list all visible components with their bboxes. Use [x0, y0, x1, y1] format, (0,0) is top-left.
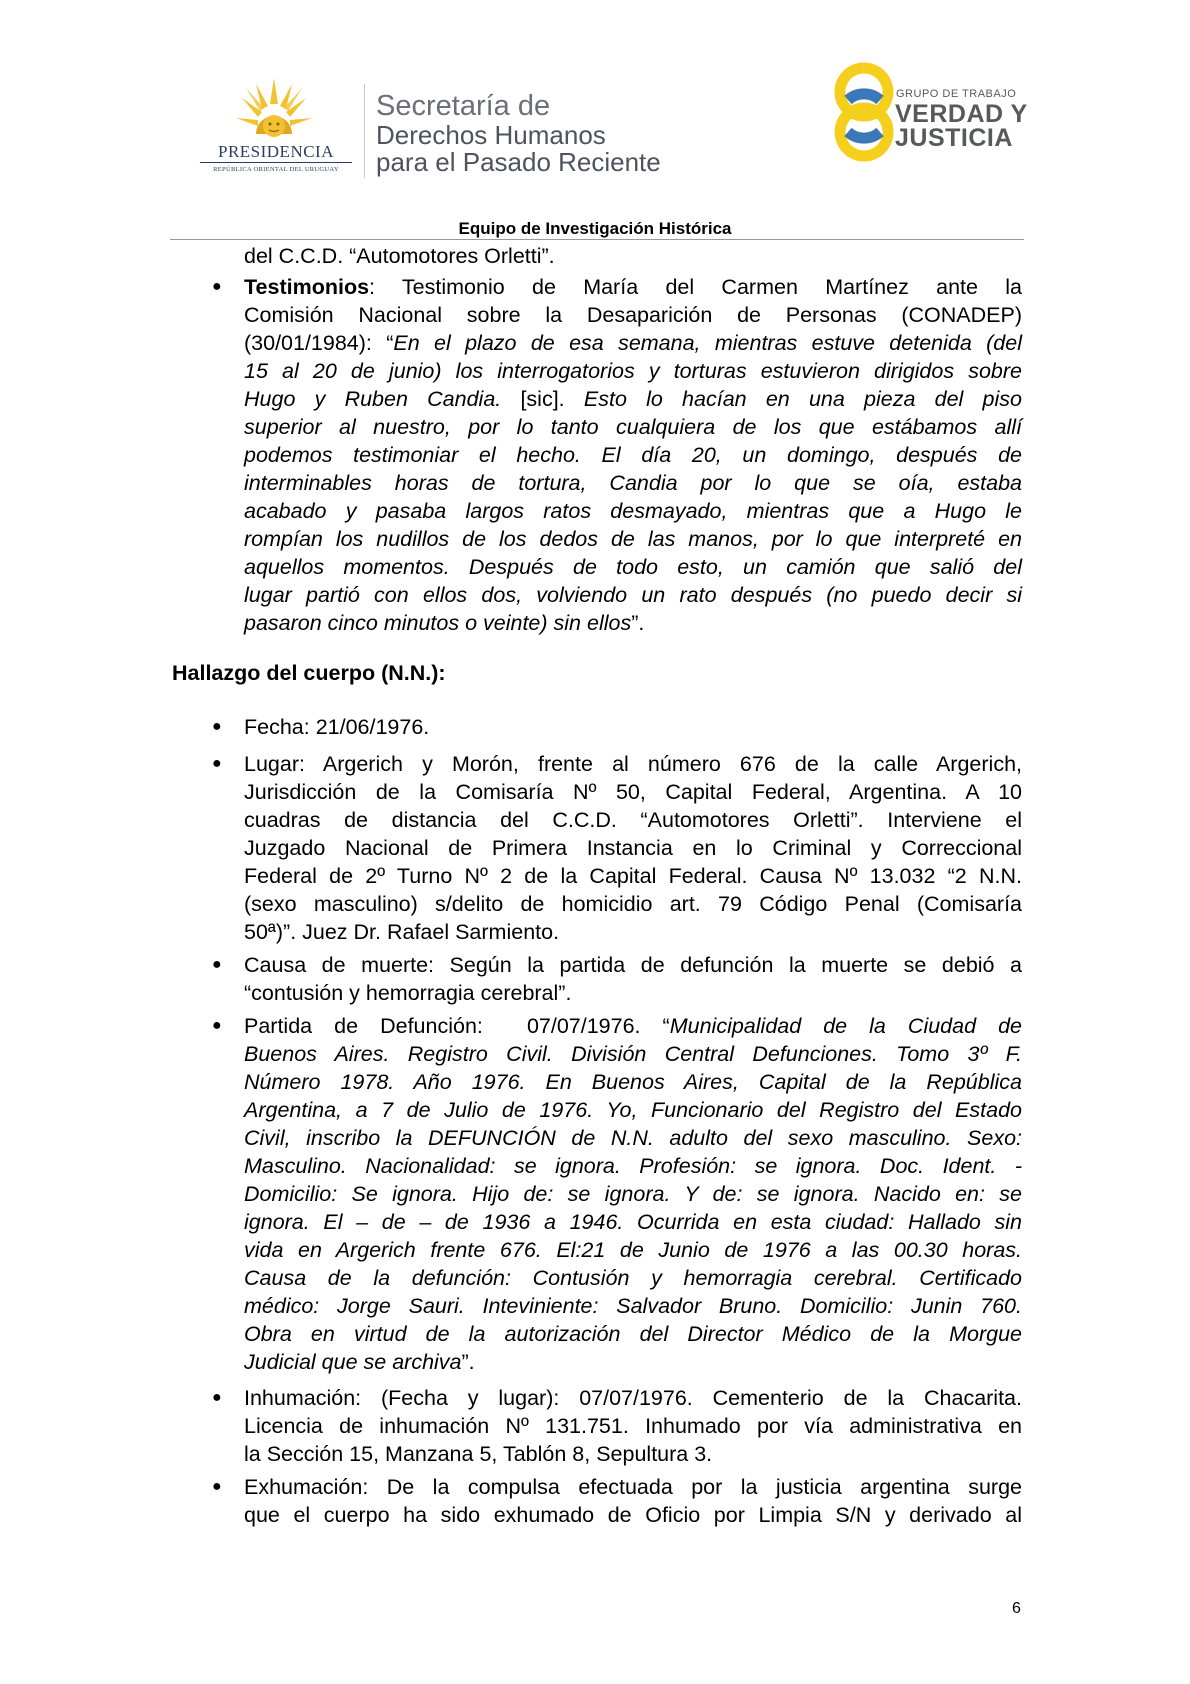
partida-line — [244, 1097, 1022, 1125]
quote-run: Domicilio: Se ignora. Hijo de: se ignora. Y de: se ignora. Nacido en: se — [244, 1182, 1022, 1206]
testimonios-line — [244, 470, 1022, 498]
bullet-icon: ● — [212, 956, 222, 973]
exhumacion-line: Exhumación: De la compulsa efectuada por la justicia argentina surge — [244, 1475, 1022, 1499]
fecha-line: Fecha: 21/06/1976. — [244, 715, 430, 739]
testimonios-line: Comisión Nacional sobre la Desaparición de Personas (CONADEP) — [244, 303, 1022, 327]
grupo-label: GRUPO DE TRABAJO — [896, 88, 1017, 100]
logo-divider — [364, 84, 365, 178]
team-title: Equipo de Investigación Histórica — [458, 219, 732, 238]
testimonios-line — [244, 386, 1022, 414]
presidencia-subtitle: REPÚBLICA ORIENTAL DEL URUGUAY — [213, 166, 339, 173]
partida-line — [244, 1125, 1022, 1153]
text-run: ”. — [631, 611, 645, 635]
quote-run: pasaron cinco minutos o veinte) sin ellos — [244, 611, 632, 635]
testimonios-line — [244, 330, 1022, 358]
bullet-icon: ● — [212, 755, 222, 772]
quote-run: Judicial que se archiva — [244, 1350, 462, 1374]
secretaria-line-2: Derechos Humanos — [376, 120, 606, 150]
testimonios-line — [244, 442, 1022, 470]
bullet-icon: ● — [212, 278, 222, 295]
text-run: (30/01/1984): “ — [244, 331, 394, 355]
quote-run: vida en Argerich frente 676. El:21 de Junio de 1976 a las 00.30 horas. — [244, 1238, 1022, 1262]
quote-run: Esto lo hacían en una pieza del piso — [583, 387, 1022, 411]
inhumacion-line: Inhumación: (Fecha y lugar): 07/07/1976. Cementerio de la Chacarita. — [244, 1386, 1022, 1410]
quote-run: Hugo y Ruben Candia. — [244, 387, 502, 411]
quote-run: lugar partió con ellos dos, volviendo un rato después (no puedo decir si — [244, 583, 1022, 607]
lugar-line: Juzgado Nacional de Primera Instancia en lo Criminal y Correccional — [244, 836, 1022, 860]
quote-run: En el plazo de esa semana, mientras estuve detenida (del — [393, 331, 1022, 355]
lugar-line: Federal de 2º Turno Nº 2 de la Capital Federal. Causa Nº 13.032 “2 N.N. — [244, 864, 1022, 888]
continuation-line: del C.C.D. “Automotores Orletti”. — [244, 244, 555, 268]
bullet-icon: ● — [212, 718, 222, 735]
quote-run: Municipalidad de la Ciudad de — [669, 1014, 1022, 1038]
testimonios-line — [244, 498, 1022, 526]
partida-line — [244, 1013, 1022, 1041]
section-heading: Hallazgo del cuerpo (N.N.): — [172, 661, 446, 685]
quote-run: Masculino. Nacionalidad: se ignora. Profesión: se ignora. Doc. Ident. - — [244, 1154, 1022, 1178]
presidencia-logo — [196, 74, 356, 182]
causa-line: “contusión y hemorragia cerebral”. — [244, 981, 572, 1005]
testimonios-label: Testimonios — [244, 275, 370, 299]
testimonios-line — [244, 526, 1022, 554]
header-rule — [170, 239, 1024, 240]
quote-run: acabado y pasaba largos ratos desmayado, mientras que a Hugo le — [244, 499, 1022, 523]
quote-run: Buenos Aires. Registro Civil. División Central Defunciones. Tomo 3º F. — [244, 1042, 1022, 1066]
testimonios-line — [244, 610, 1022, 638]
testimonios-line — [244, 358, 1022, 386]
text-run: [sic]. — [501, 387, 584, 411]
testimonios-line — [244, 414, 1022, 442]
grupo-line-1: VERDAD Y — [895, 100, 1028, 128]
secretaria-logo-text — [376, 90, 661, 176]
partida-line — [244, 1181, 1022, 1209]
bullet-icon: ● — [212, 1389, 222, 1406]
quote-run: 15 al 20 de junio) los interrogatorios y torturas estuvieron dirigidos sobre — [244, 359, 1022, 383]
quote-run: Argentina, a 7 de Julio de 1976. Yo, Funcionario del Registro del Estado — [244, 1098, 1022, 1122]
secretaria-line-1: Secretaría de — [376, 90, 551, 122]
quote-run: Causa de la defunción: Contusión y hemorragia cerebral. Certificado — [244, 1266, 1022, 1290]
quote-run: superior al nuestro, por lo tanto cualquiera de los que estábamos allí — [244, 415, 1022, 439]
quote-run: médico: Jorge Sauri. Inteviniente: Salvador Bruno. Domicilio: Junin 760. — [244, 1294, 1022, 1318]
partida-line — [244, 1321, 1022, 1349]
inhumacion-line: Licencia de inhumación Nº 131.751. Inhumado por vía administrativa en — [244, 1414, 1022, 1438]
quote-run: rompían los nudillos de los dedos de las manos, por lo que interpreté en — [244, 527, 1022, 551]
partida-line — [244, 1069, 1022, 1097]
lugar-line: cuadras de distancia del C.C.D. “Automotores Orletti”. Interviene el — [244, 808, 1022, 832]
lugar-line: Lugar: Argerich y Morón, frente al número 676 de la calle Argerich, — [244, 752, 1022, 776]
lugar-line: 50ª)”. Juez Dr. Rafael Sarmiento. — [244, 920, 560, 944]
presidencia-rule — [200, 162, 352, 163]
page-header — [0, 0, 1190, 240]
testimonios-line — [244, 554, 1022, 582]
partida-line — [244, 1293, 1022, 1321]
partida-line — [244, 1237, 1022, 1265]
partida-line — [244, 1041, 1022, 1069]
secretaria-line-3: para el Pasado Reciente — [376, 147, 661, 177]
quote-run: Civil, inscribo la DEFUNCIÓN de N.N. adulto del sexo masculino. Sexo: — [244, 1126, 1022, 1150]
quote-run: Número 1978. Año 1976. En Buenos Aires, Capital de la República — [244, 1070, 1022, 1094]
quote-run: Obra en virtud de la autorización del Director Médico de la Morgue — [244, 1322, 1022, 1346]
testimonios-line — [244, 582, 1022, 610]
sun-icon — [234, 74, 314, 144]
inhumacion-line: la Sección 15, Manzana 5, Tablón 8, Sepultura 3. — [244, 1442, 713, 1466]
quote-run: aquellos momentos. Después de todo esto, un camión que salió del — [244, 555, 1022, 579]
quote-run: interminables horas de tortura, Candia por lo que se oía, estaba — [244, 471, 1022, 495]
page-number: 6 — [1012, 1600, 1021, 1617]
text-run: Partida de Defunción: 07/07/1976. “ — [244, 1014, 670, 1038]
testimonios-line — [244, 274, 1022, 302]
partida-line — [244, 1209, 1022, 1237]
partida-line — [244, 1349, 1022, 1377]
causa-line: Causa de muerte: Según la partida de defunción la muerte se debió a — [244, 953, 1022, 977]
partida-line — [244, 1153, 1022, 1181]
text-run: : Testimonio de María del Carmen Martínez ante la — [369, 275, 1022, 299]
presidencia-name: PRESIDENCIA — [217, 142, 334, 161]
quote-run: ignora. El – de – de 1936 a 1946. Ocurrida en esta ciudad: Hallado sin — [244, 1210, 1022, 1234]
grupo-line-2: JUSTICIA — [895, 124, 1013, 152]
lugar-line: (sexo masculino) s/delito de homicidio art. 79 Código Penal (Comisaría — [244, 892, 1022, 916]
quote-run: podemos testimoniar el hecho. El día 20, un domingo, después de — [244, 443, 1022, 467]
bullet-icon: ● — [212, 1478, 222, 1495]
exhumacion-line: que el cuerpo ha sido exhumado de Oficio por Limpia S/N y derivado al — [244, 1503, 1022, 1527]
partida-line — [244, 1265, 1022, 1293]
lugar-line: Jurisdicción de la Comisaría Nº 50, Capital Federal, Argentina. A 10 — [244, 780, 1022, 804]
text-run: ”. — [461, 1350, 475, 1374]
bullet-icon: ● — [212, 1017, 222, 1034]
